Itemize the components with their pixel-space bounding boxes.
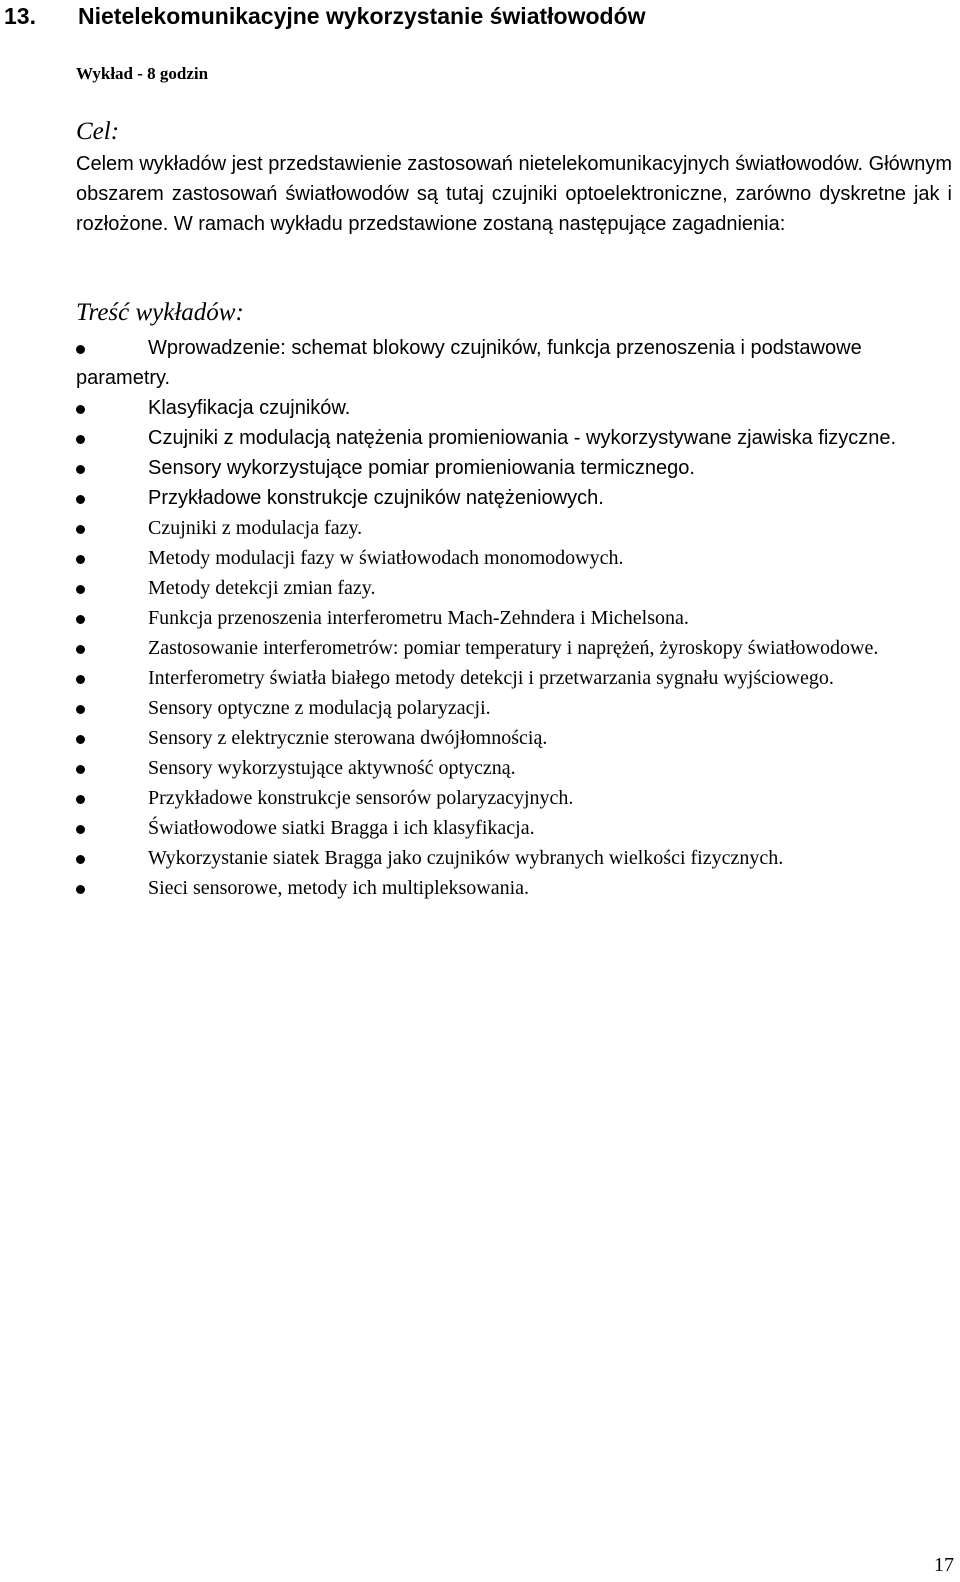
list-item-text: Wykorzystanie siatek Bragga jako czujników wybranych wielkości fizycznych. <box>148 847 784 869</box>
list-item-text: Klasyfikacja czujników. <box>148 397 351 419</box>
bullet-icon <box>76 705 85 714</box>
list-item <box>76 393 956 423</box>
section-title: Nietelekomunikacyjne wykorzystanie światłowodów <box>78 3 646 29</box>
bullet-icon <box>76 735 85 744</box>
list-item <box>76 543 956 573</box>
bullet-icon <box>76 825 85 834</box>
page-number: 17 <box>934 1554 954 1576</box>
list-item <box>76 333 956 393</box>
bullet-icon <box>76 795 85 804</box>
content-label: Treść wykładów: <box>76 299 244 326</box>
list-item <box>76 423 956 453</box>
list-item <box>76 783 956 813</box>
list-item-text: Metody modulacji fazy w światłowodach monomodowych. <box>148 547 624 569</box>
list-item-text: Przykładowe konstrukcje sensorów polaryzacyjnych. <box>148 787 574 809</box>
bullet-icon <box>76 555 85 564</box>
list-item <box>76 873 956 903</box>
list-item <box>76 513 956 543</box>
list-item <box>76 843 956 873</box>
list-item <box>76 693 956 723</box>
list-item-text: Metody detekcji zmian fazy. <box>148 577 376 599</box>
section-number: 13. <box>4 3 36 29</box>
list-item-text: Sensory optyczne z modulacją polaryzacji. <box>148 697 491 719</box>
list-item <box>76 453 956 483</box>
list-item-text: Funkcja przenoszenia interferometru Mach-Zehndera i Michelsona. <box>148 607 689 629</box>
list-item <box>76 483 956 513</box>
list-item <box>76 633 956 663</box>
list-item <box>76 753 956 783</box>
list-item <box>76 603 956 633</box>
topic-list <box>76 333 956 903</box>
list-item-text: Wprowadzenie: schemat blokowy czujników, funkcja przenoszenia i podstawowe parametry. <box>76 337 862 389</box>
bullet-icon <box>76 675 85 684</box>
bullet-icon <box>76 435 85 444</box>
list-item-text: Czujniki z modulacją natężenia promieniowania - wykorzystywane zjawiska fizyczne. <box>148 427 897 449</box>
bullet-icon <box>76 885 85 894</box>
list-item-text: Czujniki z modulacja fazy. <box>148 517 363 539</box>
list-item-text: Interferometry światła białego metody detekcji i przetwarzania sygnału wyjściowego. <box>148 667 834 689</box>
bullet-icon <box>76 615 85 624</box>
list-item-text: Sensory wykorzystujące pomiar promieniowania termicznego. <box>148 457 695 479</box>
bullet-icon <box>76 765 85 774</box>
list-item <box>76 663 956 693</box>
list-item <box>76 813 956 843</box>
list-item-text: Przykładowe konstrukcje czujników natężeniowych. <box>148 487 604 509</box>
bullet-icon <box>76 855 85 864</box>
bullet-icon <box>76 585 85 594</box>
bullet-icon <box>76 405 85 414</box>
goal-paragraph: Celem wykładów jest przedstawienie zastosowań nietelekomunikacyjnych światłowodów. Głównym obszarem zastosowań światłowodów są tutaj czujniki optoelektroniczne, zarówno dyskretne jak i rozłożone. W ramach wykładu przedstawione zostaną następujące zagadnienia: <box>76 153 952 235</box>
bullet-icon <box>76 645 85 654</box>
list-item <box>76 573 956 603</box>
list-item-text: Światłowodowe siatki Bragga i ich klasyfikacja. <box>148 817 535 839</box>
bullet-icon <box>76 345 85 354</box>
list-item-text: Zastosowanie interferometrów: pomiar temperatury i naprężeń, żyroskopy światłowodowe. <box>148 637 879 659</box>
goal-label: Cel: <box>76 118 120 145</box>
list-item <box>76 723 956 753</box>
list-item-text: Sensory z elektrycznie sterowana dwójłomnością. <box>148 727 548 749</box>
bullet-icon <box>76 525 85 534</box>
bullet-icon <box>76 495 85 504</box>
list-item-text: Sensory wykorzystujące aktywność optyczną. <box>148 757 516 779</box>
list-item-text: Sieci sensorowe, metody ich multipleksowania. <box>148 877 530 899</box>
lecture-hours: Wykład - 8 godzin <box>76 64 209 83</box>
bullet-icon <box>76 465 85 474</box>
